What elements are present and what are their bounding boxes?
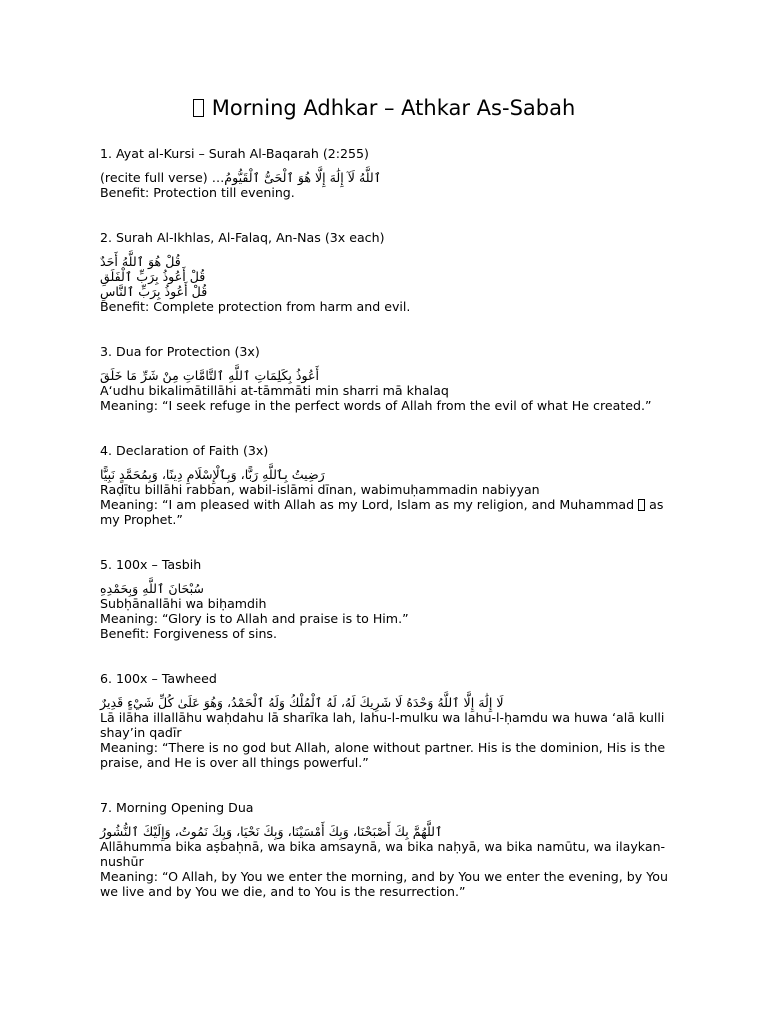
benefit-text: Benefit: Forgiveness of sins.	[100, 626, 277, 641]
section-tasbih	[100, 557, 675, 641]
section-heading: 5. 100x – Tasbih	[100, 557, 202, 572]
section-heading: 6. 100x – Tawheed	[100, 671, 217, 686]
transliteration-text: Allāhumma bika aṣbaḥnā, wa bika amsaynā, wa bika naḥyā, wa bika namūtu, wa ilaykan-nushūr	[100, 839, 666, 869]
section-heading: 7. Morning Opening Dua	[100, 800, 254, 815]
arabic-text: ٱللَّهُ لَآ إِلَٰهَ إِلَّا هُوَ ٱلْحَىُّ ٱلْقَيُّومُ… (recite full verse)	[100, 170, 382, 185]
section-heading: 4. Declaration of Faith (3x)	[100, 443, 269, 458]
transliteration-text: Subḥānallāhi wa biḥamdih	[100, 596, 267, 611]
arabic-text: قُلْ أَعُوذُ بِرَبِّ ٱلْفَلَقِ	[100, 269, 206, 284]
arabic-text: أَعُوذُ بِكَلِمَاتِ ٱللَّهِ ٱلتَّامَّاتِ مِنْ شَرِّ مَا خَلَقَ	[100, 368, 320, 383]
arabic-text: قُلْ هُوَ ٱللَّهُ أَحَدٌ	[100, 254, 181, 269]
meaning-text: Meaning: “There is no god but Allah, alone without partner. His is the dominion, His is the praise, and He is over all things powerful.”	[100, 740, 666, 770]
meaning-text-end: as my Prophet.”	[100, 497, 664, 527]
arabic-text: رَضِيتُ بِٱللَّهِ رَبًّا، وَبِٱلْإِسْلَامِ دِينًا، وَبِمُحَمَّدٍ نَبِيًّا	[100, 467, 325, 482]
section-heading: 2. Surah Al-Ikhlas, Al-Falaq, An-Nas (3x each)	[100, 230, 385, 245]
section-tawheed	[100, 671, 675, 770]
section-heading: 3. Dua for Protection (3x)	[100, 344, 260, 359]
arabic-text: قُلْ أَعُوذُ بِرَبِّ ٱلنَّاسِ	[100, 284, 208, 299]
arabic-text: سُبْحَانَ ٱللَّهِ وَبِحَمْدِهِ	[100, 581, 204, 596]
section-declaration-faith	[100, 443, 675, 527]
meaning-text	[100, 497, 675, 527]
page-title	[0, 94, 768, 122]
section-ayat-al-kursi	[100, 146, 675, 200]
arabic-text: لَا إِلَٰهَ إِلَّا ٱللَّهُ وَحْدَهُ لَا شَرِيكَ لَهُ، لَهُ ٱلْمُلْكُ وَلَهُ ٱلْحَمْدُ، وَهُوَ عَلَىٰ كُلِّ شَيْءٍ قَدِيرٌ	[100, 695, 504, 710]
transliteration-text: Lā ilāha illallāhu waḥdahu lā sharīka lah, lahu-l-mulku wa lahu-l-ḥamdu wa huwa ‘alā kulli shay’in qadīr	[100, 710, 665, 740]
section-morning-opening-dua	[100, 800, 675, 899]
meaning-text: Meaning: “I seek refuge in the perfect words of Allah from the evil of what He created.”	[100, 398, 652, 413]
benefit-text: Benefit: Protection till evening.	[100, 185, 295, 200]
transliteration-text: Raḍītu billāhi rabban, wabil-islāmi dīnan, wabimuḥammadin nabiyyan	[100, 482, 540, 497]
missing-glyph-icon	[193, 99, 204, 117]
page-title-text: Morning Adhkar – Athkar As-Sabah	[211, 96, 576, 120]
section-quls	[100, 230, 675, 314]
section-heading: 1. Ayat al-Kursi – Surah Al-Baqarah (2:255)	[100, 146, 369, 161]
meaning-text: Meaning: “O Allah, by You we enter the morning, and by You we enter the evening, by You we live and by You we die, and to You is the resurrection.”	[100, 869, 668, 899]
meaning-text: Meaning: “Glory is to Allah and praise is to Him.”	[100, 611, 409, 626]
meaning-text-start: Meaning: “I am pleased with Allah as my Lord, Islam as my religion, and Muhammad	[100, 497, 639, 512]
section-dua-protection	[100, 344, 675, 413]
arabic-text: ٱللَّهُمَّ بِكَ أَصْبَحْنَا، وَبِكَ أَمْسَيْنَا، وَبِكَ نَحْيَا، وَبِكَ نَمُوتُ، وَإِلَيْكَ ٱلنُّشُورُ	[100, 824, 443, 839]
transliteration-text: A‘udhu bikalimātillāhi at-tāmmāti min sharri mā khalaq	[100, 383, 449, 398]
adhkar-list	[100, 146, 675, 899]
benefit-text: Benefit: Complete protection from harm and evil.	[100, 299, 411, 314]
